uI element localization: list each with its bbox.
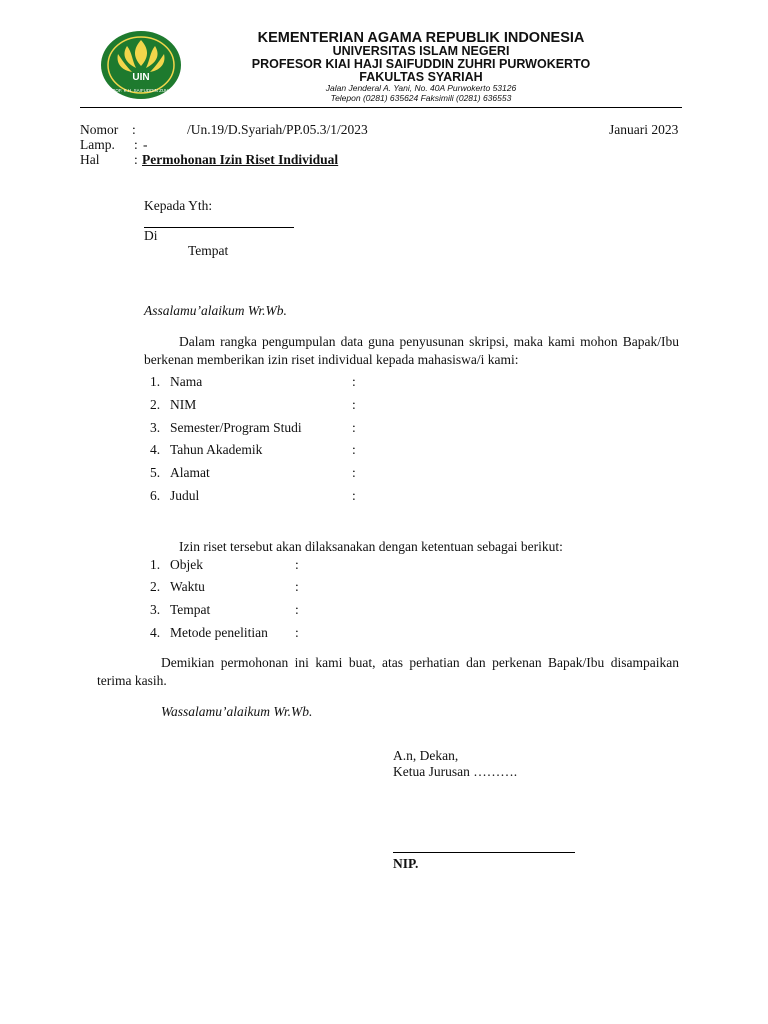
list-item-separator: : [352, 488, 356, 503]
recipient-tempat: Tempat [188, 243, 229, 258]
list-item-number: 4. [150, 442, 161, 457]
logo-text: UIN [132, 72, 150, 83]
list-item-number: 3. [150, 602, 161, 617]
list-item-separator: : [295, 579, 299, 594]
recipient-kepada: Kepada Yth: [144, 198, 213, 213]
list-item-number: 2. [150, 397, 161, 412]
letter-date: Januari 2023 [609, 122, 679, 137]
contact-text: Telepon (0281) 635624 Faksimili (0281) 636553 [330, 93, 512, 103]
list-item-label: Tempat [170, 602, 211, 617]
list-item-separator: : [352, 420, 356, 435]
list-item-label: Alamat [170, 465, 210, 480]
signature-ketua-jurusan: Ketua Jurusan ………. [393, 764, 518, 779]
signature-nip: NIP. [393, 856, 419, 871]
list-item-number: 6. [150, 488, 161, 503]
ministry-name: KEMENTERIAN AGAMA REPUBLIK INDONESIA [257, 30, 585, 46]
hal-subject: Permohonan Izin Riset Individual [142, 152, 339, 167]
list-item-number: 3. [150, 420, 161, 435]
lamp-value: - [143, 137, 148, 152]
intro-paragraph: Dalam rangka pengumpulan data guna penyusunan skripsi, maka kami mohon Bapak/Ibu berkenan memberikan izin riset individual kepada mahasiswa/i kami: [144, 334, 679, 367]
list-item-separator: : [352, 442, 356, 457]
nomor-value: /Un.19/D.Syariah/PP.05.3/1/2023 [187, 122, 368, 137]
list-item-separator: : [295, 602, 299, 617]
hal-separator: : [134, 152, 138, 167]
list-item-separator: : [295, 625, 299, 640]
university-name: UNIVERSITAS ISLAM NEGERI [332, 44, 510, 58]
lamp-label: Lamp. [80, 137, 115, 152]
list-item-number: 5. [150, 465, 161, 480]
lamp-separator: : [134, 137, 138, 152]
list-item-separator: : [352, 374, 356, 389]
list-item-label: Objek [170, 557, 203, 572]
list-item-number: 2. [150, 579, 161, 594]
greeting: Assalamu’alaikum Wr.Wb. [144, 303, 287, 318]
list-item-label: Metode penelitian [170, 625, 268, 640]
farewell: Wassalamu’alaikum Wr.Wb. [161, 704, 313, 719]
list-item-label: Judul [170, 488, 200, 503]
list-item-separator: : [295, 557, 299, 572]
list-item-separator: : [352, 465, 356, 480]
recipient-di: Di [144, 228, 158, 243]
university-logo [100, 30, 182, 100]
list-item-label: Semester/Program Studi [170, 420, 302, 435]
list-item-label: Waktu [170, 579, 205, 594]
letterhead-divider [80, 107, 682, 108]
nomor-separator: : [132, 122, 136, 137]
list-item-separator: : [352, 397, 356, 412]
address-text: Jalan Jenderal A. Yani, No. 40A Purwokerto 53126 [325, 83, 517, 93]
list-item-number: 4. [150, 625, 161, 640]
list-item-number: 1. [150, 557, 161, 572]
list-item-label: Tahun Akademik [170, 442, 263, 457]
list-item-number: 1. [150, 374, 161, 389]
recipient-name-line [144, 227, 294, 228]
nomor-label: Nomor [80, 122, 119, 137]
signature-line [393, 852, 575, 853]
closing-paragraph: Demikian permohonan ini kami buat, atas perhatian dan perkenan Bapak/Ibu disampaikan terima kasih. [97, 655, 679, 688]
university-full-name: PROFESOR KIAI HAJI SAIFUDDIN ZUHRI PURWOKERTO [251, 57, 591, 71]
list-item-label: NIM [170, 397, 197, 412]
signature-an-dekan: A.n, Dekan, [393, 748, 459, 763]
logo-ring-text: PROF. K.H. SAIFUDDIN ZUHRI [109, 88, 173, 93]
provisions-intro: Izin riset tersebut akan dilaksanakan dengan ketentuan sebagai berikut: [179, 539, 563, 554]
faculty-name: FAKULTAS SYARIAH [359, 70, 483, 84]
list-item-label: Nama [170, 374, 203, 389]
hal-label: Hal [80, 152, 100, 167]
